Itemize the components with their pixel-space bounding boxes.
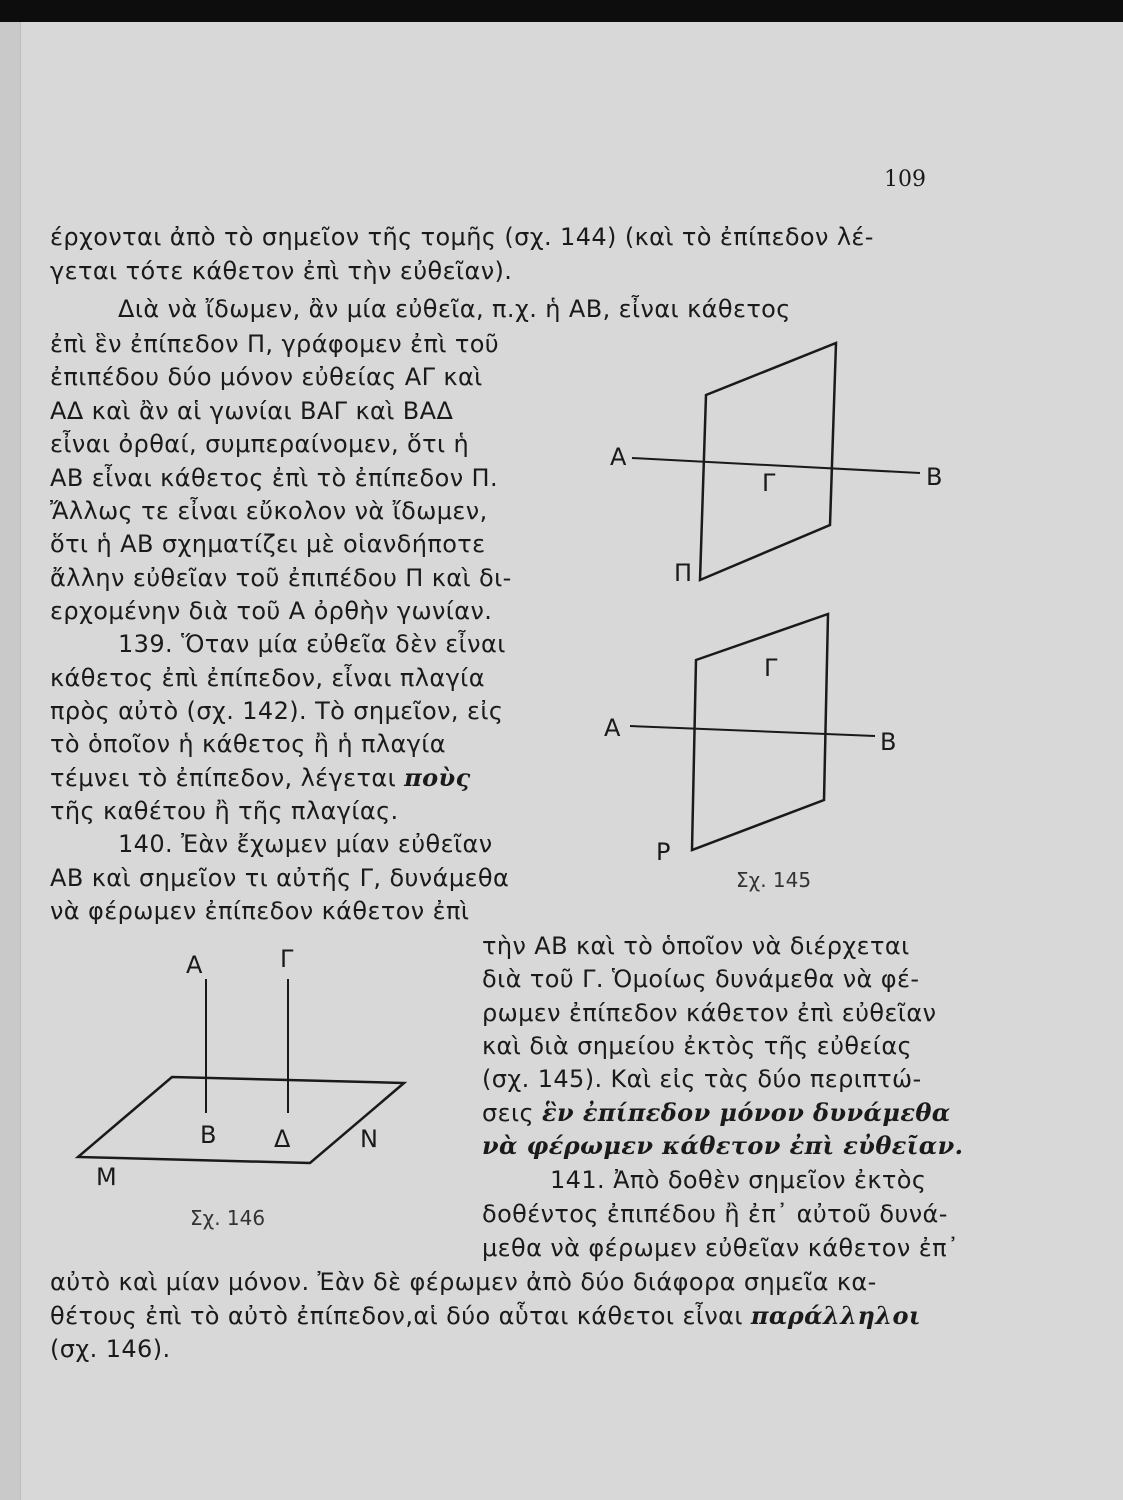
label-p: Ρ — [656, 838, 671, 866]
text-line: τὴν ΑΒ καὶ τὸ ὁποῖον νὰ διέρχεται — [482, 932, 910, 960]
text-line: τῆς καθέτου ἢ τῆς πλαγίας. — [50, 797, 399, 825]
label-a: Α — [186, 951, 203, 979]
label-g: Γ — [762, 469, 776, 497]
term-pous: ποὺς — [404, 763, 471, 792]
text-line — [482, 1098, 951, 1128]
text-line: κάθετος ἐπὶ ἐπίπεδον, εἶναι πλαγία — [50, 664, 485, 692]
text-line: Ἄλλως τε εἶναι εὔκολον νὰ ἴδωμεν, — [50, 497, 488, 525]
figure-146 — [60, 935, 430, 1235]
text-line — [50, 1301, 921, 1331]
text-line: ΑΒ εἶναι κάθετος ἐπὶ τὸ ἐπίπεδον Π. — [50, 464, 499, 492]
text-line: ἐπὶ ἓν ἐπίπεδον Π, γράφομεν ἐπὶ τοῦ — [50, 330, 500, 358]
section-140-first-line: 140. Ἐὰν ἔχωμεν μίαν εὐθεῖαν — [118, 830, 493, 858]
paragraph-first-line: Διὰ νὰ ἴδωμεν, ἂν μία εὐθεῖα, π.χ. ἡ ΑΒ, εἶναι κάθετος — [118, 295, 791, 323]
line-ab — [632, 458, 920, 473]
label-b: Β — [926, 463, 943, 491]
figure-145 — [590, 610, 920, 900]
label-b: Β — [880, 728, 897, 756]
term-parallel: παράλληλοι — [750, 1301, 921, 1330]
section-141-first-line: 141. Ἀπὸ δοθὲν σημεῖον ἐκτὸς — [550, 1166, 927, 1194]
text-line: έρχονται ἀπὸ τὸ σημεῖον τῆς τομῆς (σχ. 144) (καὶ τὸ ἐπίπεδον λέ- — [50, 223, 874, 251]
text-span: τέμνει τὸ ἐπίπεδον, λέγεται — [50, 764, 397, 792]
text-line: μεθα νὰ φέρωμεν εὐθεῖαν κάθετον ἐπ᾽ — [482, 1234, 960, 1262]
label-m: Μ — [96, 1163, 117, 1191]
text-line: τὸ ὁποῖον ἡ κάθετος ἢ ἡ πλαγία — [50, 730, 447, 758]
text-line: εἶναι ὀρθαί, συμπεραίνομεν, ὅτι ἡ — [50, 430, 470, 458]
line-ab — [630, 726, 875, 736]
left-binding-edge — [0, 22, 21, 1500]
text-line: ΑΒ καὶ σημεῖον τι αὐτῆς Γ, δυνάμεθα — [50, 864, 510, 892]
top-dark-band — [0, 0, 1123, 22]
text-line: νὰ φέρωμεν ἐπίπεδον κάθετον ἐπὶ — [50, 897, 470, 925]
label-n: Ν — [360, 1125, 378, 1153]
text-line: αὐτὸ καὶ μίαν μόνον. Ἐὰν δὲ φέρωμεν ἀπὸ δύο διάφορα σημεῖα κα- — [50, 1268, 877, 1296]
figure-caption: Σχ. 145 — [736, 868, 812, 892]
figure-144 — [590, 325, 970, 595]
label-g: Γ — [280, 945, 294, 973]
label-a: Α — [604, 714, 621, 742]
text-line: πρὸς αὐτὸ (σχ. 142). Τὸ σημεῖον, εἰς — [50, 697, 504, 725]
text-line: ερχομένην διὰ τοῦ Α ὀρθὴν γωνίαν. — [50, 597, 493, 625]
text-line: ρωμεν ἐπίπεδον κάθετον ἐπὶ εὐθεῖαν — [482, 999, 937, 1027]
text-line: ἄλλην εὐθεῖαν τοῦ ἐπιπέδου Π καὶ δι- — [50, 564, 512, 592]
text-line: (σχ. 145). Καὶ εἰς τὰς δύο περιπτώ- — [482, 1065, 922, 1093]
plane-pi — [700, 343, 836, 580]
label-d: Δ — [274, 1125, 291, 1153]
text-line — [50, 763, 471, 793]
text-line: γεται τότε κάθετον ἐπὶ τὴν εὐθεῖαν). — [50, 257, 513, 285]
section-139-first-line: 139. Ὅταν μία εὐθεῖα δὲν εἶναι — [118, 630, 506, 658]
text-line: καὶ διὰ σημείου ἐκτὸς τῆς εὐθείας — [482, 1032, 913, 1060]
text-line: (σχ. 146). — [50, 1335, 171, 1363]
label-g: Γ — [764, 654, 778, 682]
page-number: 109 — [884, 167, 926, 192]
text-line: ἐπιπέδου δύο μόνον εὐθείας ΑΓ καὶ — [50, 363, 483, 391]
plane-mn — [78, 1077, 404, 1163]
rule-emphasis: ἓν ἐπίπεδον μόνον δυνάμεθα — [542, 1098, 951, 1127]
label-p: Π — [674, 559, 693, 587]
figure-caption: Σχ. 146 — [190, 1206, 266, 1230]
label-a: Α — [610, 443, 627, 471]
text-span: θέτους ἐπὶ τὸ αὐτὸ ἐπίπεδον,αἱ δύο αὗται κάθετοι εἶναι — [50, 1302, 743, 1330]
rule-emphasis: νὰ φέρωμεν κάθετον ἐπὶ εὐθεῖαν. — [482, 1131, 964, 1160]
text-line: ὅτι ἡ ΑΒ σχηματίζει μὲ οἱανδήποτε — [50, 530, 486, 558]
text-span: σεις — [482, 1099, 534, 1127]
label-b: Β — [200, 1121, 217, 1149]
text-line: ΑΔ καὶ ἂν αἱ γωνίαι ΒΑΓ καὶ ΒΑΔ — [50, 397, 454, 425]
text-line: δοθέντος ἐπιπέδου ἢ ἐπ᾽ αὐτοῦ δυνά- — [482, 1200, 948, 1228]
text-line: διὰ τοῦ Γ. Ὁμοίως δυνάμεθα νὰ φέ- — [482, 965, 920, 993]
